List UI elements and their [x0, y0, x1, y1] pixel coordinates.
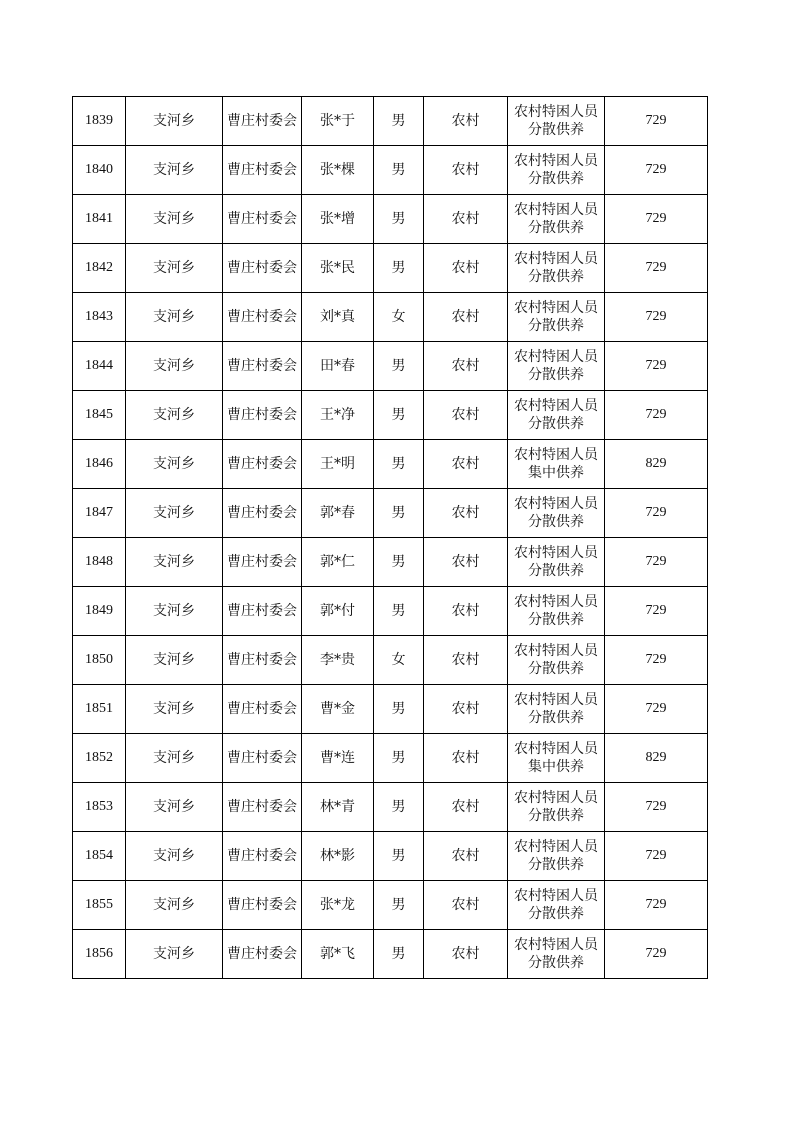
township-cell: 支河乡 [126, 293, 223, 342]
support-category-cell: 农村特困人员分散供养 [508, 685, 605, 734]
support-category-cell: 农村特困人员分散供养 [508, 538, 605, 587]
table-body [73, 97, 708, 979]
person-name-cell: 张*龙 [302, 881, 374, 930]
gender-cell: 男 [374, 881, 424, 930]
person-name-cell: 林*影 [302, 832, 374, 881]
support-category-cell: 农村特困人员分散供养 [508, 342, 605, 391]
row-number-cell: 1849 [73, 587, 126, 636]
village-committee-cell: 曹庄村委会 [223, 97, 302, 146]
support-category-cell: 农村特困人员分散供养 [508, 97, 605, 146]
area-type-cell: 农村 [424, 685, 508, 734]
support-category-cell: 农村特困人员分散供养 [508, 293, 605, 342]
table-row [73, 489, 708, 538]
row-number-cell: 1851 [73, 685, 126, 734]
village-committee-cell: 曹庄村委会 [223, 440, 302, 489]
person-name-cell: 田*春 [302, 342, 374, 391]
row-number-cell: 1852 [73, 734, 126, 783]
area-type-cell: 农村 [424, 440, 508, 489]
row-number-cell: 1856 [73, 930, 126, 979]
amount-cell: 729 [605, 195, 708, 244]
amount-cell: 729 [605, 930, 708, 979]
person-name-cell: 王*净 [302, 391, 374, 440]
table-row [73, 440, 708, 489]
row-number-cell: 1845 [73, 391, 126, 440]
gender-cell: 男 [374, 146, 424, 195]
village-committee-cell: 曹庄村委会 [223, 832, 302, 881]
support-category-cell: 农村特困人员集中供养 [508, 734, 605, 783]
area-type-cell: 农村 [424, 195, 508, 244]
table-row [73, 930, 708, 979]
village-committee-cell: 曹庄村委会 [223, 636, 302, 685]
area-type-cell: 农村 [424, 587, 508, 636]
support-category-cell: 农村特困人员分散供养 [508, 587, 605, 636]
amount-cell: 729 [605, 489, 708, 538]
row-number-cell: 1854 [73, 832, 126, 881]
area-type-cell: 农村 [424, 734, 508, 783]
table-row [73, 293, 708, 342]
support-category-cell: 农村特困人员分散供养 [508, 244, 605, 293]
township-cell: 支河乡 [126, 636, 223, 685]
amount-cell: 729 [605, 783, 708, 832]
village-committee-cell: 曹庄村委会 [223, 244, 302, 293]
row-number-cell: 1850 [73, 636, 126, 685]
amount-cell: 729 [605, 881, 708, 930]
support-category-cell: 农村特困人员分散供养 [508, 832, 605, 881]
row-number-cell: 1846 [73, 440, 126, 489]
township-cell: 支河乡 [126, 587, 223, 636]
table-row [73, 636, 708, 685]
gender-cell: 男 [374, 783, 424, 832]
village-committee-cell: 曹庄村委会 [223, 587, 302, 636]
table-row [73, 832, 708, 881]
township-cell: 支河乡 [126, 391, 223, 440]
row-number-cell: 1847 [73, 489, 126, 538]
row-number-cell: 1844 [73, 342, 126, 391]
township-cell: 支河乡 [126, 783, 223, 832]
township-cell: 支河乡 [126, 440, 223, 489]
amount-cell: 729 [605, 146, 708, 195]
person-name-cell: 张*民 [302, 244, 374, 293]
amount-cell: 729 [605, 391, 708, 440]
gender-cell: 男 [374, 195, 424, 244]
township-cell: 支河乡 [126, 489, 223, 538]
support-category-cell: 农村特困人员分散供养 [508, 881, 605, 930]
area-type-cell: 农村 [424, 832, 508, 881]
person-name-cell: 郭*仁 [302, 538, 374, 587]
support-category-cell: 农村特困人员分散供养 [508, 636, 605, 685]
row-number-cell: 1855 [73, 881, 126, 930]
person-name-cell: 郭*飞 [302, 930, 374, 979]
gender-cell: 女 [374, 293, 424, 342]
gender-cell: 男 [374, 440, 424, 489]
area-type-cell: 农村 [424, 244, 508, 293]
amount-cell: 729 [605, 636, 708, 685]
person-name-cell: 张*棵 [302, 146, 374, 195]
table-row [73, 685, 708, 734]
gender-cell: 男 [374, 97, 424, 146]
gender-cell: 男 [374, 734, 424, 783]
gender-cell: 女 [374, 636, 424, 685]
table-row [73, 97, 708, 146]
table-row [73, 881, 708, 930]
township-cell: 支河乡 [126, 930, 223, 979]
area-type-cell: 农村 [424, 391, 508, 440]
amount-cell: 729 [605, 97, 708, 146]
support-category-cell: 农村特困人员分散供养 [508, 489, 605, 538]
amount-cell: 829 [605, 734, 708, 783]
township-cell: 支河乡 [126, 195, 223, 244]
table-row [73, 195, 708, 244]
gender-cell: 男 [374, 685, 424, 734]
person-name-cell: 王*明 [302, 440, 374, 489]
person-name-cell: 林*青 [302, 783, 374, 832]
row-number-cell: 1853 [73, 783, 126, 832]
person-name-cell: 张*于 [302, 97, 374, 146]
area-type-cell: 农村 [424, 342, 508, 391]
village-committee-cell: 曹庄村委会 [223, 685, 302, 734]
village-committee-cell: 曹庄村委会 [223, 293, 302, 342]
area-type-cell: 农村 [424, 636, 508, 685]
gender-cell: 男 [374, 342, 424, 391]
table-row [73, 146, 708, 195]
amount-cell: 729 [605, 342, 708, 391]
support-category-cell: 农村特困人员分散供养 [508, 391, 605, 440]
amount-cell: 729 [605, 832, 708, 881]
row-number-cell: 1842 [73, 244, 126, 293]
township-cell: 支河乡 [126, 97, 223, 146]
relief-recipients-table [72, 96, 708, 979]
gender-cell: 男 [374, 538, 424, 587]
table-row [73, 538, 708, 587]
amount-cell: 729 [605, 293, 708, 342]
village-committee-cell: 曹庄村委会 [223, 538, 302, 587]
area-type-cell: 农村 [424, 146, 508, 195]
support-category-cell: 农村特困人员集中供养 [508, 440, 605, 489]
person-name-cell: 郭*付 [302, 587, 374, 636]
village-committee-cell: 曹庄村委会 [223, 342, 302, 391]
row-number-cell: 1843 [73, 293, 126, 342]
table-row [73, 244, 708, 293]
area-type-cell: 农村 [424, 930, 508, 979]
township-cell: 支河乡 [126, 146, 223, 195]
support-category-cell: 农村特困人员分散供养 [508, 783, 605, 832]
row-number-cell: 1839 [73, 97, 126, 146]
support-category-cell: 农村特困人员分散供养 [508, 930, 605, 979]
village-committee-cell: 曹庄村委会 [223, 881, 302, 930]
table-row [73, 587, 708, 636]
person-name-cell: 郭*春 [302, 489, 374, 538]
person-name-cell: 刘*真 [302, 293, 374, 342]
gender-cell: 男 [374, 930, 424, 979]
area-type-cell: 农村 [424, 881, 508, 930]
table-row [73, 391, 708, 440]
township-cell: 支河乡 [126, 538, 223, 587]
amount-cell: 729 [605, 685, 708, 734]
amount-cell: 729 [605, 538, 708, 587]
area-type-cell: 农村 [424, 538, 508, 587]
gender-cell: 男 [374, 832, 424, 881]
area-type-cell: 农村 [424, 293, 508, 342]
gender-cell: 男 [374, 391, 424, 440]
table-row [73, 783, 708, 832]
gender-cell: 男 [374, 587, 424, 636]
table-row [73, 734, 708, 783]
village-committee-cell: 曹庄村委会 [223, 391, 302, 440]
person-name-cell: 曹*金 [302, 685, 374, 734]
support-category-cell: 农村特困人员分散供养 [508, 195, 605, 244]
table-row [73, 342, 708, 391]
row-number-cell: 1848 [73, 538, 126, 587]
village-committee-cell: 曹庄村委会 [223, 783, 302, 832]
area-type-cell: 农村 [424, 489, 508, 538]
township-cell: 支河乡 [126, 734, 223, 783]
area-type-cell: 农村 [424, 97, 508, 146]
amount-cell: 729 [605, 587, 708, 636]
amount-cell: 829 [605, 440, 708, 489]
gender-cell: 男 [374, 244, 424, 293]
support-category-cell: 农村特困人员分散供养 [508, 146, 605, 195]
row-number-cell: 1841 [73, 195, 126, 244]
village-committee-cell: 曹庄村委会 [223, 146, 302, 195]
village-committee-cell: 曹庄村委会 [223, 734, 302, 783]
village-committee-cell: 曹庄村委会 [223, 930, 302, 979]
amount-cell: 729 [605, 244, 708, 293]
row-number-cell: 1840 [73, 146, 126, 195]
township-cell: 支河乡 [126, 342, 223, 391]
person-name-cell: 曹*连 [302, 734, 374, 783]
township-cell: 支河乡 [126, 832, 223, 881]
person-name-cell: 李*贵 [302, 636, 374, 685]
village-committee-cell: 曹庄村委会 [223, 489, 302, 538]
township-cell: 支河乡 [126, 244, 223, 293]
village-committee-cell: 曹庄村委会 [223, 195, 302, 244]
gender-cell: 男 [374, 489, 424, 538]
township-cell: 支河乡 [126, 881, 223, 930]
area-type-cell: 农村 [424, 783, 508, 832]
person-name-cell: 张*增 [302, 195, 374, 244]
township-cell: 支河乡 [126, 685, 223, 734]
